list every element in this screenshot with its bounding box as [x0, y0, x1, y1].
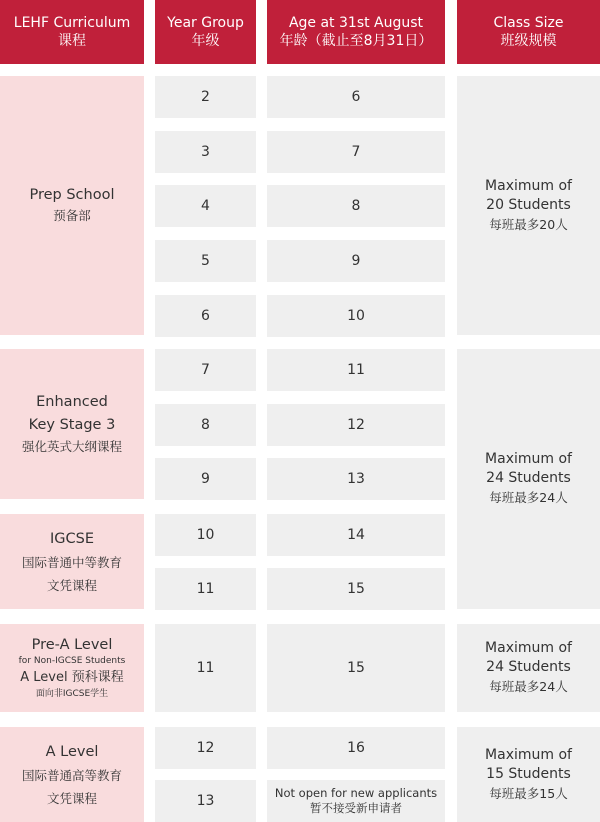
size-24-zh: 每班最多24人: [489, 490, 568, 505]
curriculum-igcse: [0, 514, 144, 609]
year-value: 11: [196, 581, 215, 597]
header-curriculum-en: LEHF Curriculum: [13, 15, 131, 31]
prep-school-zh: 预备部: [53, 208, 91, 223]
header-class-size: [457, 0, 600, 64]
class-size-20: [457, 76, 600, 335]
year-cell: [155, 295, 256, 337]
size-24b-en-1: Maximum of: [485, 640, 572, 656]
curriculum-pre-a-level: [0, 624, 144, 712]
size-20-zh: 每班最多20人: [489, 216, 568, 232]
year-cell: [155, 780, 256, 822]
class-size-24-pre-a: [457, 624, 600, 712]
year-value: 10: [196, 527, 215, 543]
header-age-en: Age at 31st August: [288, 15, 424, 31]
year-cell: [155, 404, 256, 446]
alevel-zh-1: 国际普通高等教育: [21, 767, 122, 783]
age-value: 11: [347, 362, 365, 378]
age-value: 13: [347, 471, 365, 487]
header-year-group: [155, 0, 256, 64]
curriculum-enhanced-ks3: [0, 349, 144, 499]
igcse-zh-1: 国际普通中等教育: [21, 554, 122, 570]
age-value: 12: [347, 417, 365, 433]
year-value: 12: [196, 740, 215, 756]
eks3-zh: 强化英式大纲课程: [21, 439, 122, 454]
igcse-zh-2: 文凭课程: [46, 577, 97, 593]
age-value: 9: [351, 253, 361, 269]
year-cell: [155, 185, 256, 227]
age-cell: [267, 404, 445, 446]
year-value: 5: [201, 253, 210, 269]
header-age-zh: 年龄（截止至8月31日）: [279, 33, 433, 49]
eks3-en-1: Enhanced: [36, 394, 108, 410]
year-value: 3: [201, 144, 210, 160]
igcse-en: IGCSE: [49, 530, 94, 547]
size-15-en-1: Maximum of: [485, 746, 572, 763]
year-value: 11: [196, 660, 215, 676]
curriculum-a-level: [0, 727, 144, 822]
size-24-en-1: Maximum of: [485, 451, 572, 467]
year-value: 13: [196, 793, 215, 809]
year-cell: [155, 624, 256, 712]
year-value: 8: [201, 417, 210, 433]
age-value: 15: [347, 660, 365, 676]
alevel-zh-2: 文凭课程: [46, 790, 97, 806]
age-value: 10: [347, 308, 365, 324]
year-cell: [155, 76, 256, 118]
prea-en: Pre-A Level: [31, 637, 113, 653]
alevel-en: A Level: [45, 743, 99, 760]
header-curriculum: [0, 0, 144, 64]
class-size-24: [457, 349, 600, 609]
header-curriculum-zh: 课程: [58, 33, 86, 49]
year-cell: [155, 514, 256, 556]
year-value: 6: [201, 308, 210, 324]
year-value: 4: [201, 198, 210, 214]
age-note-zh: 暂不接受新申请者: [310, 801, 402, 815]
prea-en-small: for Non-IGCSE Students: [18, 656, 126, 666]
year-cell: [155, 131, 256, 173]
age-cell-note: [267, 780, 445, 822]
year-value: 7: [201, 362, 210, 378]
header-age: [267, 0, 445, 64]
year-cell: [155, 349, 256, 391]
age-cell: [267, 568, 445, 610]
age-value: 6: [351, 89, 361, 105]
age-value: 15: [347, 581, 365, 597]
size-15-en-2: 15 Students: [486, 765, 571, 782]
prep-school-en: Prep School: [29, 187, 115, 203]
age-value: 7: [351, 144, 361, 160]
size-20-en-1: Maximum of: [485, 177, 572, 194]
year-cell: [155, 568, 256, 610]
header-year-zh: 年级: [191, 33, 220, 49]
header-size-zh: 班级规模: [500, 33, 557, 49]
prea-zh-small: 面向非IGCSE学生: [35, 689, 109, 699]
age-cell: [267, 295, 445, 337]
year-cell: [155, 727, 256, 769]
age-cell: [267, 185, 445, 227]
age-cell: [267, 240, 445, 282]
year-value: 9: [201, 471, 210, 487]
header-size-en: Class Size: [493, 15, 564, 31]
year-cell: [155, 240, 256, 282]
age-cell: [267, 349, 445, 391]
age-note-en: Not open for new applicants: [274, 786, 438, 800]
header-year-en: Year Group: [167, 15, 244, 31]
year-value: 2: [201, 89, 210, 105]
age-cell: [267, 458, 445, 500]
year-cell: [155, 458, 256, 500]
size-24b-zh: 每班最多24人: [489, 679, 568, 694]
age-value: 14: [347, 527, 365, 543]
size-20-en-2: 20 Students: [486, 196, 571, 213]
age-cell: [267, 514, 445, 556]
age-cell: [267, 131, 445, 173]
age-value: 8: [351, 198, 361, 214]
class-size-15: [457, 727, 600, 822]
curriculum-prep-school: [0, 76, 144, 335]
eks3-en-2: Key Stage 3: [28, 417, 116, 433]
size-24b-en-2: 24 Students: [486, 659, 571, 675]
age-cell: [267, 76, 445, 118]
prea-en-2: A Level 预科课程: [20, 670, 124, 685]
age-cell: [267, 624, 445, 712]
age-cell: [267, 727, 445, 769]
size-24-en-2: 24 Students: [486, 470, 571, 486]
age-value: 16: [347, 740, 365, 756]
size-15-zh: 每班最多15人: [489, 785, 568, 801]
